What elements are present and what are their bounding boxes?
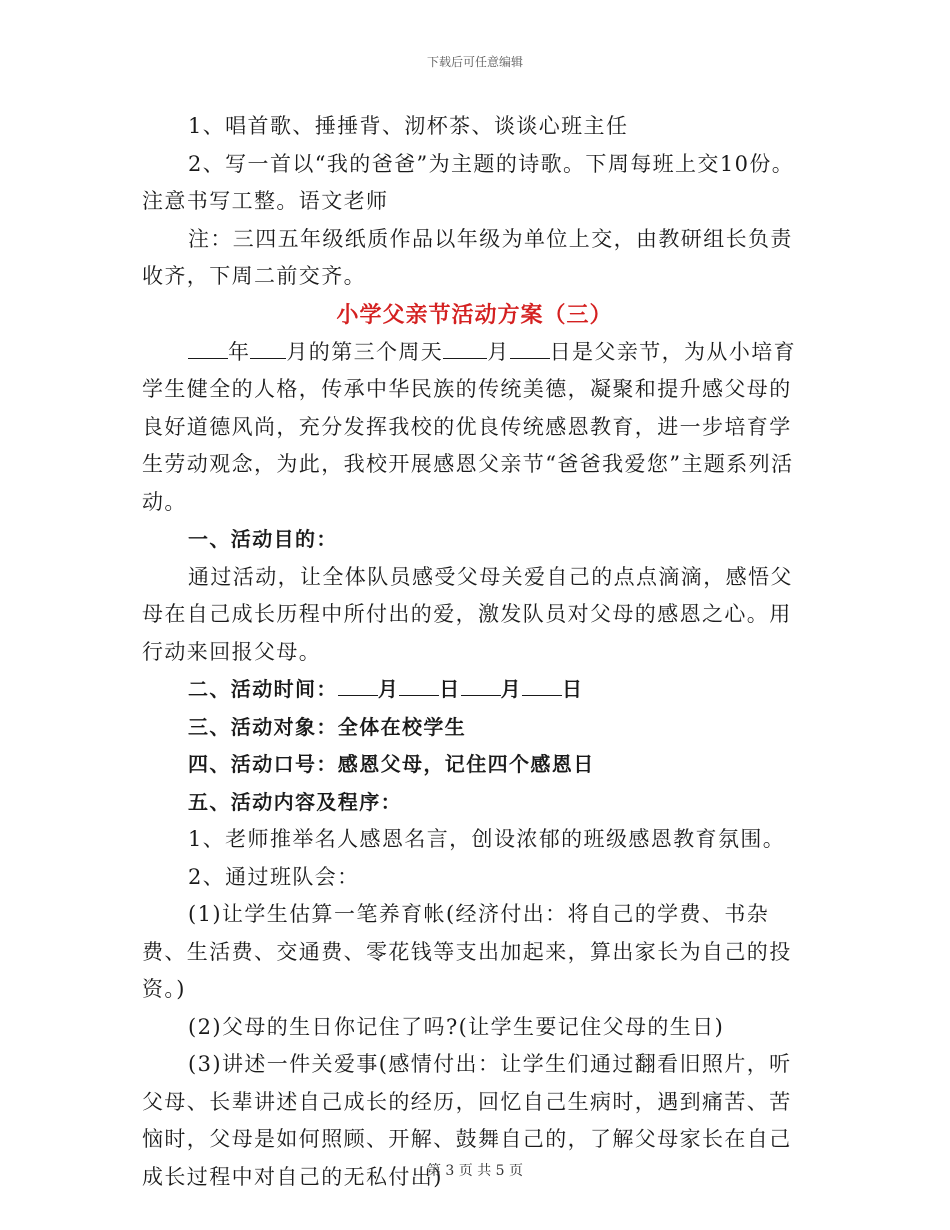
blank-day xyxy=(510,336,550,359)
page-footer: 第 3 页 共 5 页 xyxy=(426,1163,524,1179)
intro-paragraph xyxy=(142,334,807,522)
section-slogan: 四、活动口号：感恩父母，记住四个感恩日 xyxy=(188,752,595,776)
content-item-1: 1、老师推举名人感恩名言，创设浓郁的班级感恩教育氛围。 xyxy=(188,827,786,851)
note-paragraph: 注：三四五年级纸质作品以年级为单位上交，由教研组长负责收齐，下周二前交齐。 xyxy=(142,226,793,288)
content-sub-2: (2)父母的生日你记住了吗?(让学生要记住父母的生日) xyxy=(188,1014,725,1039)
document-body xyxy=(142,108,807,1196)
blank-time-month-2 xyxy=(461,673,501,696)
blank-month-2 xyxy=(443,336,487,359)
time-day: 日 xyxy=(439,677,461,701)
content-sub-1: (1)让学生估算一笔养育帐(经济付出：将自己的学费、书杂费、生活费、交通费、零花钱等支出加起来，算出家长为自己的投资。) xyxy=(142,902,792,1001)
blank-time-month xyxy=(338,673,378,696)
section-time xyxy=(142,671,807,709)
page-header: 下载后可任意编辑 xyxy=(426,55,523,69)
section-heading-purpose: 一、活动目的： xyxy=(188,527,338,551)
section-target: 三、活动对象：全体在校学生 xyxy=(188,714,467,739)
list-item-sing: 1、唱首歌、捶捶背、沏杯茶、谈谈心班主任 xyxy=(188,114,629,138)
blank-month xyxy=(250,336,286,359)
time-month: 月 xyxy=(377,677,400,701)
intro-rest: 日是父亲节，为从小培育学生健全的人格，传承中华民族的传统美德，凝聚和提升感父母的良好道德风尚，充分发挥我校的优良传统感恩教育，进一步培育学生劳动观念，为此，我校开展感恩父亲节“爸爸我爱您”主题系列活动。 xyxy=(142,339,797,514)
content-item-2: 2、通过班队会： xyxy=(188,864,360,889)
time-day-2: 日 xyxy=(562,677,584,701)
intro-month-2: 月 xyxy=(487,339,510,364)
document-title: 小学父亲节活动方案（三） xyxy=(336,301,613,328)
blank-time-day-2 xyxy=(522,673,562,696)
list-item-poem: 2、写一首以“我的爸爸”为主题的诗歌。下周每班上交10份。注意书写工整。语文老师 xyxy=(142,151,795,213)
intro-year: 年 xyxy=(228,339,251,364)
blank-time-day xyxy=(399,673,439,696)
time-label: 二、活动时间： xyxy=(188,677,338,701)
intro-month: 月的第三个周天 xyxy=(286,339,444,364)
blank-year xyxy=(188,336,228,359)
time-month-2: 月 xyxy=(500,677,523,701)
purpose-paragraph: 通过活动，让全体队员感受父母关爱自己的点点滴滴，感悟父母在自己成长历程中所付出的爱，激发队员对父母的感恩之心。用行动来回报父母。 xyxy=(142,564,793,664)
content-sub-3: (3)讲述一件关爱事(感情付出：让学生们通过翻看旧照片，听父母、长辈讲述自己成长的经历，回忆自己生病时，遇到痛苦、苦恼时，父母是如何照顾、开解、鼓舞自己的，了解父母家长在自己成长过程中对自己的无私付出) xyxy=(142,1052,792,1189)
section-heading-content: 五、活动内容及程序： xyxy=(188,789,402,814)
